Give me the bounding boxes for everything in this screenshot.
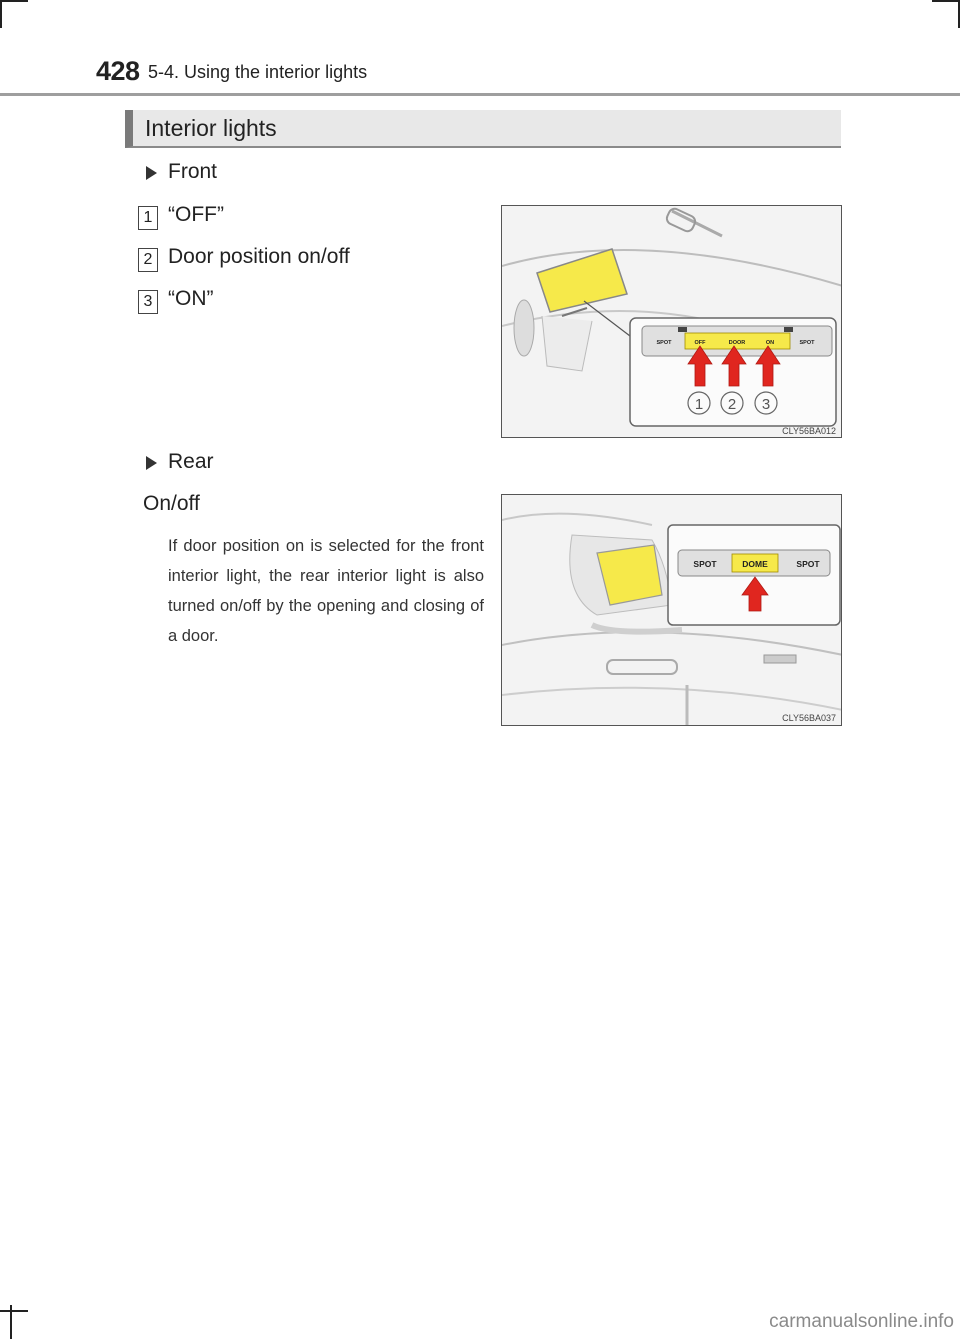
rear-heading: Rear (168, 450, 214, 473)
item-label-door: Door position on/off (168, 245, 350, 268)
site-watermark: carmanualsonline.info (769, 1311, 954, 1332)
crop-mark (0, 0, 2, 28)
page-number: 428 (96, 56, 140, 86)
callout-1: 1 (694, 396, 704, 413)
section-heading-bar (125, 110, 841, 148)
triangle-bullet-icon (146, 166, 157, 180)
crop-mark (932, 0, 960, 2)
rear-item-label: On/off (143, 492, 200, 515)
switch-label-spot-right: SPOT (799, 340, 815, 346)
crop-mark (0, 0, 28, 2)
callout-2: 2 (727, 396, 737, 413)
triangle-bullet-icon (146, 456, 157, 470)
running-section-title: 5-4. Using the interior lights (148, 62, 368, 82)
item-label-off: “OFF” (168, 203, 224, 226)
switch-label-spot-left: SPOT (693, 559, 717, 569)
rear-light-illustration (501, 494, 842, 726)
rear-note: If door position on is selected for the front interior light, the rear interior light is also turned on/off by the opening and closing of a door. (168, 537, 484, 645)
switch-label-on: ON (765, 340, 775, 346)
figure-code: CLY56BA037 (782, 713, 836, 723)
item-number-3: 3 (138, 290, 158, 314)
front-light-drawing (502, 206, 842, 438)
header-rule (0, 93, 960, 96)
front-light-illustration (501, 205, 842, 438)
switch-label-off: OFF (694, 340, 706, 346)
item-label-on: “ON” (168, 287, 214, 310)
front-heading: Front (168, 160, 218, 183)
section-title: Interior lights (145, 115, 277, 141)
item-number-2: 2 (138, 248, 158, 272)
switch-label-door: DOOR (728, 340, 746, 346)
switch-label-spot-left: SPOT (656, 340, 672, 346)
callout-3: 3 (761, 396, 771, 413)
figure-code: CLY56BA012 (782, 426, 836, 436)
item-number-1: 1 (138, 206, 158, 230)
switch-label-spot-right: SPOT (796, 559, 820, 569)
crop-mark (0, 1310, 28, 1312)
switch-label-dome: DOME (742, 559, 768, 569)
rear-light-drawing (502, 495, 842, 726)
